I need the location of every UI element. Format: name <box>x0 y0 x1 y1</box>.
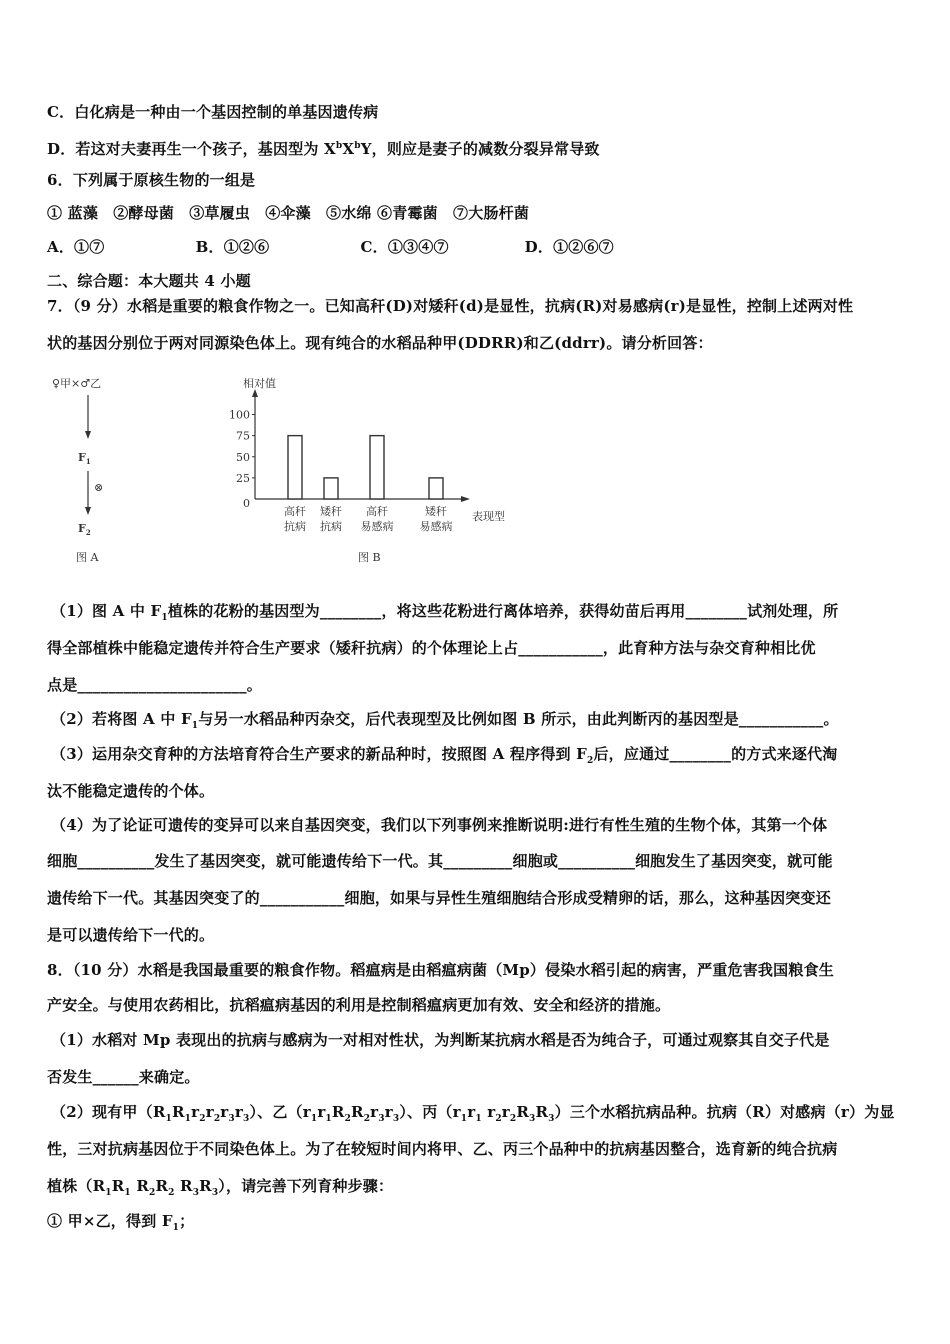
text-segment: Y，则应是妻子的减数分裂异常导致 <box>360 140 600 158</box>
y-tick-label: 50 <box>236 450 250 464</box>
y-tick-label: 0 <box>243 497 250 510</box>
x-tick-label: 高秆 <box>366 505 388 518</box>
text-segment: 3 <box>228 1114 235 1124</box>
text-segment: R <box>155 1177 169 1195</box>
text-segment: （4）为了论证可遗传的变异可以来自基因突变，我们以下列事例来推断说明:进行有性生殖的生物个体，其第一个体 <box>51 816 828 834</box>
text-segment: 1 <box>460 1114 468 1124</box>
text-segment: 1 <box>165 1114 172 1124</box>
f2-label: $F_2$ <box>78 522 91 537</box>
x-axis-label: 表现型 <box>472 510 505 523</box>
text-segment: ），请完善下列育种步骤： <box>218 1177 394 1195</box>
arrow-head <box>85 507 91 515</box>
text-segment: 1 <box>184 1114 192 1124</box>
text-segment: r <box>234 1103 243 1121</box>
text-segment: 3 <box>192 1188 200 1198</box>
text-segment: 3 <box>242 1114 250 1124</box>
text-segment: 遗传给下一代。其基因突变了的___________细胞，如果与异性生殖细胞结合形成受精卵的话，那么，这种基因突变还 <box>47 889 831 907</box>
text-segment: 2 <box>363 1114 371 1124</box>
text-segment: 二、综合题：本大题共 4 小题 <box>47 272 251 290</box>
text-segment: b <box>335 141 343 151</box>
text-segment: 1 <box>161 613 168 623</box>
text-line <box>51 744 837 771</box>
x-tick-label: 高秆 <box>284 505 306 518</box>
text-segment: r <box>384 1103 393 1121</box>
selfing-icon: ⊗ <box>94 481 104 494</box>
text-segment: 植株的花粉的基因型为________，将这些花粉进行离体培养，获得幼苗后再用________试剂处理，所 <box>167 602 839 620</box>
text-segment: R <box>199 1177 212 1195</box>
text-segment: R <box>174 1177 193 1195</box>
text-line <box>51 815 827 835</box>
text-segment: （3）运用杂交育种的方法培育符合生产要求的新品种时，按照图 A 程序得到 F <box>51 745 587 763</box>
text-segment: ）三个水稻抗病品种。抗病（R）对感病（r）为显 <box>554 1103 895 1121</box>
text-segment: 产安全。与使用农药相比，抗稻瘟病基因的利用是控制稻瘟病更加有效、安全和经济的措施。 <box>47 996 671 1014</box>
text-segment: 3 <box>378 1114 385 1124</box>
text-line <box>47 1176 393 1203</box>
text-segment: b <box>354 141 361 151</box>
text-segment: R <box>516 1103 530 1121</box>
text-segment: 2 <box>587 756 594 766</box>
text-line <box>47 675 262 695</box>
text-segment: X <box>342 140 355 158</box>
text-segment: （2）若将图 A 中 F <box>51 710 192 728</box>
x-tick-label: 易感病 <box>360 520 394 533</box>
y-tick-label: 75 <box>236 429 250 443</box>
f1-label: $F_1$ <box>78 451 91 466</box>
text-segment: 状的基因分别位于两对同源染色体上。现有纯合的水稻品种甲(DDRR)和乙(ddrr)。请分析回答： <box>47 334 713 352</box>
text-segment: 2 <box>509 1114 517 1124</box>
bar <box>288 436 302 499</box>
text-segment: 否发生______来确定。 <box>47 1068 200 1086</box>
text-segment: 1 <box>310 1114 318 1124</box>
bar <box>324 478 338 499</box>
text-segment: R <box>111 1177 125 1195</box>
text-segment: 8．（10 分）水稻是我国最重要的粮食作物。稻瘟病是由稻瘟病菌（Mp）侵染水稻引起的病害，严重危害我国粮食生 <box>47 961 834 979</box>
bar <box>370 436 384 499</box>
text-segment: 性，三对抗病基因位于不同染色体上。为了在较短时间内将甲、乙、丙三个品种中的抗病基因整合，选育新的纯合抗病 <box>47 1140 838 1158</box>
text-segment: r <box>205 1103 214 1121</box>
text-segment: 植株（R <box>47 1177 106 1195</box>
y-tick-label: 25 <box>236 471 250 485</box>
text-segment: 1 <box>325 1114 332 1124</box>
x-tick-label: 易感病 <box>419 520 453 533</box>
text-segment: R <box>535 1103 549 1121</box>
x-tick-label: 矮秆 <box>320 505 342 518</box>
text-segment: 1 <box>475 1114 482 1124</box>
text-segment: 1 <box>105 1188 112 1198</box>
text-segment: R <box>351 1103 364 1121</box>
text-line <box>47 960 834 980</box>
text-segment: 细胞__________发生了基因突变，就可能遗传给下一代。其_________细胞或__________细胞发生了基因突变，就可能 <box>47 852 833 870</box>
text-segment: （1）水稻对 Mp 表现出的抗病与感病为一对相对性状，为判断某抗病水稻是否为纯合子，可通过观察其自交子代是 <box>51 1031 830 1049</box>
x-axis-arrow <box>461 496 470 502</box>
figure-a <box>52 377 103 564</box>
text-segment: ）、丙（r <box>399 1103 461 1121</box>
text-segment: r <box>501 1103 510 1121</box>
y-axis-label: 相对值 <box>243 377 276 390</box>
text-line <box>47 170 255 190</box>
text-line <box>47 925 214 945</box>
text-segment: 2 <box>199 1114 206 1124</box>
text-segment: ① 蓝藻 ②酵母菌 ③草履虫 ④伞藻 ⑤水绵 ⑥青霉菌 ⑦大肠杆菌 <box>47 204 530 222</box>
chart-caption: 图 B <box>358 551 381 564</box>
text-segment: 2 <box>344 1114 352 1124</box>
text-segment: 1 <box>191 721 199 731</box>
text-segment: 2 <box>213 1114 221 1124</box>
x-tick-label: 抗病 <box>284 520 306 533</box>
text-segment: R <box>331 1103 345 1121</box>
text-line <box>47 781 214 801</box>
text-segment: 6．下列属于原核生物的一组是 <box>47 171 256 189</box>
text-segment: ）、乙（r <box>249 1103 311 1121</box>
text-segment: 3 <box>548 1114 555 1124</box>
text-segment: 是可以遗传给下一代的。 <box>47 926 215 944</box>
text-segment: 3 <box>529 1114 536 1124</box>
text-segment: r <box>370 1103 379 1121</box>
text-line <box>47 638 816 658</box>
text-line <box>47 1067 200 1087</box>
x-tick-label: 抗病 <box>320 520 342 533</box>
text-line <box>47 136 600 159</box>
text-line <box>51 709 839 736</box>
text-line <box>47 1139 837 1159</box>
text-line <box>47 271 251 291</box>
text-segment: r <box>317 1103 326 1121</box>
text-line <box>51 601 838 628</box>
text-segment: R <box>171 1103 185 1121</box>
text-line <box>47 1211 194 1238</box>
text-segment: 7．（9 分）水稻是重要的粮食作物之一。已知高秆(D)对矮秆(d)是显性，抗病(R)对易感病(r)是显性，控制上述两对性 <box>47 297 854 315</box>
text-segment: C．白化病是一种由一个基因控制的单基因遗传病 <box>47 103 379 121</box>
text-line <box>47 203 529 223</box>
text-line <box>51 1030 830 1050</box>
text-segment: r <box>191 1103 200 1121</box>
text-segment: 2 <box>495 1114 502 1124</box>
figure-b-chart <box>229 376 505 564</box>
text-segment: A．①⑦ B．①②⑥ C．①③④⑦ D．①②⑥⑦ <box>47 238 614 256</box>
text-segment: 3 <box>211 1188 219 1198</box>
text-line <box>47 888 831 908</box>
text-segment: （2）现有甲（R <box>51 1103 166 1121</box>
text-segment: ； <box>179 1212 195 1230</box>
text-line <box>47 333 713 353</box>
text-line <box>47 102 378 122</box>
text-segment: （1）图 A 中 F <box>51 602 162 620</box>
figure <box>40 365 520 565</box>
text-line <box>47 851 833 871</box>
text-segment: R <box>130 1177 149 1195</box>
text-segment: r <box>481 1103 496 1121</box>
text-segment: 后，应通过________的方式来逐代淘 <box>593 745 838 763</box>
text-segment: r <box>467 1103 476 1121</box>
x-tick-label: 矮秆 <box>425 505 447 518</box>
figure-a-caption: 图 A <box>76 551 99 564</box>
text-segment: ① 甲×乙，得到 F <box>47 1212 173 1230</box>
text-line <box>47 237 614 257</box>
text-line <box>47 296 853 316</box>
y-tick-label: 100 <box>229 408 250 422</box>
arrow-head <box>85 431 91 439</box>
text-segment: 1 <box>124 1188 131 1198</box>
text-segment: 与另一水稻品种丙杂交，后代表现型及比例如图 B 所示，由此判断丙的基因型是___________。 <box>198 710 839 728</box>
text-segment: D．若这对夫妻再生一个孩子，基因型为 X <box>47 140 336 158</box>
bar <box>429 478 443 499</box>
cross-label: ♀甲×♂乙 <box>52 377 102 390</box>
text-segment: 1 <box>172 1223 180 1233</box>
text-segment: 得全部植株中能稳定遗传并符合生产要求（矮秆抗病）的个体理论上占___________，此育种方法与杂交育种相比优 <box>47 639 816 657</box>
text-line <box>51 1102 895 1129</box>
y-axis-arrow <box>252 389 258 397</box>
text-segment: 点是______________________。 <box>47 676 263 694</box>
text-segment: 汰不能稳定遗传的个体。 <box>47 782 215 800</box>
text-segment: 2 <box>148 1188 156 1198</box>
text-segment: r <box>220 1103 229 1121</box>
text-segment: 2 <box>168 1188 175 1198</box>
text-line <box>47 995 670 1015</box>
text-segment: 3 <box>392 1114 400 1124</box>
